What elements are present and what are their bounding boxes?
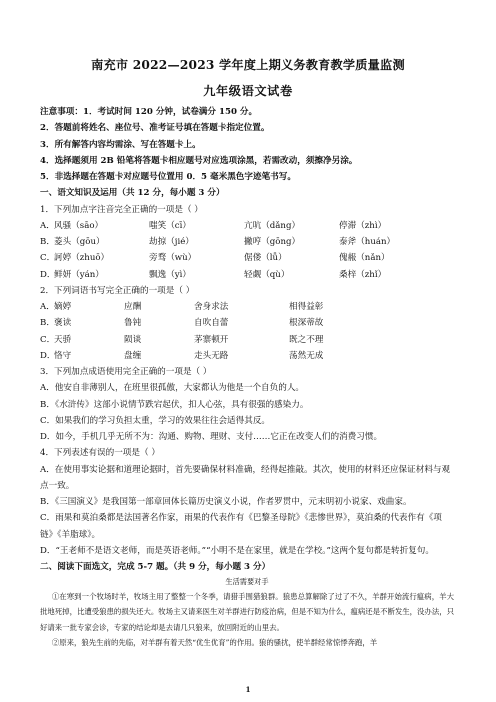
option-text: A．在使用事实论据和道理论据时，首先要确保材料准确，经得起推敲。其次，使用的材料还应保证材料与观点一致。 (40, 464, 451, 491)
option-letter: D． (40, 350, 56, 361)
option-row (40, 250, 454, 266)
exam-body (40, 104, 454, 650)
option-text: D．如今，手机几乎无所不为：沟通、购物、理财、支付……它正在改变人们的消费习惯。 (40, 432, 383, 442)
option-item: 訶婷（zhuō） (54, 253, 110, 264)
option-item: 倨偻（lǚ） (244, 253, 287, 264)
option-row (40, 267, 454, 283)
option-text: B．《三国演义》是我国第一部章回体长篇历史演义小说，作者罗贯中，元末明初小说家、戏曲家。 (40, 497, 412, 507)
option-item: 鲜妍（yán） (54, 269, 104, 280)
article-paragraph: ①在寒到一个牧场时羊，牧场主用了整整一个冬季，请猎手围猎狼群。狼患总算解除了过了不久，羊群开始流行瘟病，羊大批地死掉，比遭受狼患的损失还大。牧场主又请来医生对羊群进行防疫治病，但是不知为什么，瘟病还是不断发生，没办法，只好请来一批专家会诊，专家的结论却是去请几只狼来，放回附近的山里去。 (40, 592, 454, 632)
option-item: 恪守 (54, 350, 72, 361)
notes-line: 注意事项：1．考试时间 120 分钟，试卷满分 150 分。 (40, 107, 258, 117)
option-item: 陨谈 (124, 334, 142, 345)
option-letter: B． (40, 237, 55, 247)
option-letter: A． (40, 302, 55, 312)
notes-line: 2．答题前将姓名、座位号、准考证号填在答题卡指定位置。 (40, 123, 270, 134)
option-row (40, 332, 454, 348)
option-row (40, 218, 454, 234)
option-item: 旁骛（wù） (149, 253, 197, 264)
notes-line: 5．非选择题在答题卡对应题号位置用 0．5 毫米黑色字迹笔书写。 (40, 172, 296, 182)
article-title: 生活需要对手 (225, 577, 269, 587)
exam-title: 南充市 2022—2023 学年度上期义务教育教学质量监测 (91, 58, 405, 72)
option-item: 根深蒂故 (289, 318, 324, 329)
option-item: 荡然无成 (289, 350, 324, 361)
option-item: 茅寨顿开 (194, 334, 229, 345)
option-item: 停滞（zhì） (339, 220, 387, 231)
option-row (40, 315, 454, 331)
option-item: 轻觑（qù） (244, 269, 290, 280)
option-letter: A． (40, 220, 55, 231)
option-item: 风骚（sāo） (54, 220, 104, 231)
option-item: 嫡婷 (54, 302, 72, 312)
option-item: 自吹自蕾 (194, 318, 229, 329)
question-stem: 3．下列加点成语使用完全正确的一项是（ ） (40, 367, 212, 377)
question-stem: 4．下列表述有误的一项是（ ） (40, 448, 160, 459)
option-item: 撇哼（gōng） (244, 237, 301, 247)
option-text: C．如果我们的学习负担太重，学习的效果往往会适得其反。 (40, 415, 271, 426)
option-text: B．《水浒传》这部小说情节跌宕起伏，扣人心弦，具有很强的感染力。 (40, 399, 309, 410)
option-letter: B． (40, 318, 55, 329)
option-text: A．他安自非薄别人，在班里很孤傲，大家都认为他是一个自负的人。 (40, 383, 305, 394)
question-stem: 2．下列词语书写完全正确的一项是（ ） (40, 285, 195, 296)
option-item: 褒读 (54, 318, 72, 329)
option-row (40, 348, 454, 364)
option-row (40, 234, 454, 250)
section-heading: 一、语文知识及运用（共 12 分，每小题 3 分） (40, 188, 225, 199)
notes-line: 4．选择题须用 2B 铅笔将答题卡相应题号对应选项涂黑，若需改动，须擦净另涂。 (40, 155, 358, 166)
option-item: 菱头（gōu） (54, 237, 105, 247)
option-item: 泰斧（huán） (339, 237, 396, 247)
option-text: C．雨果和莫泊桑都是法国著名作家，雨果的代表作有《巴黎圣母院》《悲惨世界》，莫泊桑的代表作有《项链》《羊脂球》。 (40, 513, 442, 540)
question-stem: 1．下列加点字注音完全正确的一项是（ ） (40, 204, 203, 215)
option-letter: C． (40, 334, 56, 345)
section-heading: 二、阅读下面选文，完成 5-7 题。（共 9 分，每小题 3 分） (40, 562, 271, 572)
notes-line: 3．所有解答内容均需涂、写在答题卡上。 (40, 139, 201, 150)
article-paragraph: ②原来，狼先生前的先临，对羊群有着天然“优生优育”的作用。狼的骚扰，使羊群经常惊悸奔跑，羊 (51, 637, 378, 647)
option-item: 劫掠（jié） (149, 237, 194, 247)
exam-subtitle: 九年级语文试卷 (203, 84, 293, 98)
option-item: 舍身求法 (194, 302, 229, 312)
option-item: 鲁钝 (124, 318, 142, 329)
option-item: 盘缠 (124, 350, 142, 361)
option-item: 天骄 (54, 334, 72, 345)
option-item: 飘逸（yì） (149, 269, 191, 280)
option-item: 既之不理 (289, 334, 324, 345)
option-item: 相得益彰 (289, 302, 324, 312)
option-item: 傀赧（nǎn） (339, 253, 390, 264)
option-letter: D． (40, 269, 56, 280)
option-text: D．“王老师不是语文老师，而是英语老师。”“小明不是在家里，就是在学校。”这两个复句都是转折复句。 (40, 545, 434, 556)
page-number: 1 (245, 685, 251, 694)
option-item: 走头无路 (194, 350, 229, 361)
option-item: 亢吭（dǎng） (244, 220, 301, 231)
option-item: 桑梓（zhǐ） (339, 269, 387, 280)
option-letter: C． (40, 253, 56, 264)
option-row (40, 299, 454, 315)
option-item: 应酬 (124, 302, 142, 312)
option-item: 嗤笑（cī） (149, 220, 191, 231)
